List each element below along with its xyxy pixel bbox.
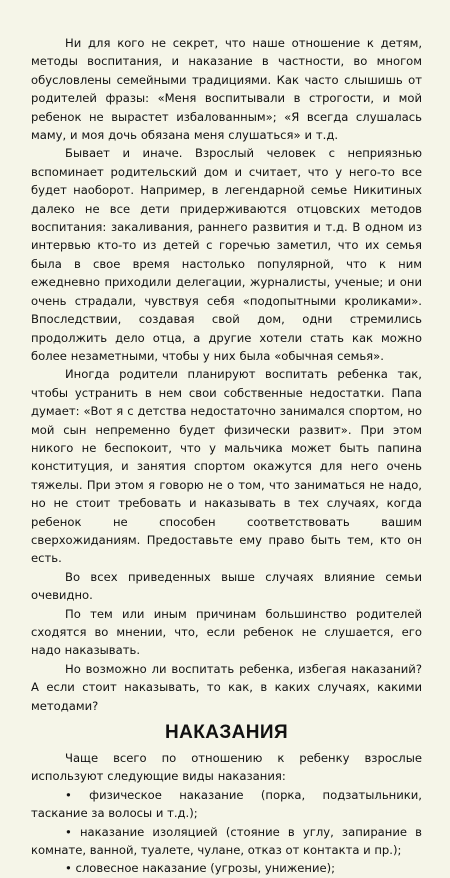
paragraph-question: Но возможно ли воспитать ребенка, избегая наказаний? А если стоит наказывать, то как, в каких случаях, какими методами? — [31, 661, 422, 713]
paragraph-own-shortcomings: Иногда родители планируют воспитать ребенка так, чтобы устранить в нем свои собственные недостатки. Папа думает: «Вот я с детства недостаточно занимался спортом, но мой сын непременно будет физически развит». При этом никого не беспокоит, что у мальчика может быть папина конституция, и занятия спортом окажутся для него очень тяжелы. При этом я говорю не о том, что заниматься не надо, но не стоит требовать и наказывать в тех случаях, когда ребенок не способен соответствовать вашим сверхожиданиям. Предоставьте ему право быть тем, кто он есть. — [31, 367, 422, 566]
list-item-physical: • физическое наказание (порка, подзатыльники, таскание за волосы и т.д.); — [31, 787, 422, 821]
paragraph-family-influence: Во всех приведенных выше случаях влияние семьи очевидно. — [31, 569, 422, 603]
paragraph-family-traditions: Ни для кого не секрет, что наше отношение к детям, методы воспитания, и наказание в частности, во многом обусловлены семейными традициями. Как часто слышишь от родителей фразы: «Меня воспитывали в строгости, и мой ребенок не вырастет избалованным»; «Я всегда слушалась маму, и моя дочь обязана меня слушаться» и т.д. — [31, 36, 422, 143]
paragraph-opposite-case: Бывает и иначе. Взрослый человек с неприязнью вспоминает родительский дом и считает, что у него-то все будет наоборот. Например, в легендарной семье Никитиных далеко не все дети придерживаются отцовских методов воспитания: закаливания, раннего развития и т.д. В одном из интервью кто-то из детей с горечью заметил, что их семья была в свое время настолько популярной, что к ним ежедневно приходили делегации, журналисты, ученые; и они очень страдали, чувствуя себя «подопытными кроликами». Впоследствии, создавая свой дом, одни стремились продолжить дело отца, а другие хотели стать как можно более незаметными, чтобы у них была «обычная семья». — [31, 146, 422, 363]
paragraph-parents-opinion: По тем или иным причинам большинство родителей сходятся во мнении, что, если ребенок не слушается, его надо наказывать. — [31, 606, 422, 658]
punishment-types-list — [31, 786, 422, 878]
section-intro: Чаще всего по отношению к ребенку взрослые используют следующие виды наказания: — [31, 751, 422, 784]
list-item-isolation: • наказание изоляцией (стояние в углу, запирание в комнате, ванной, туалете, чулане, отказ от контакта и пр.); — [31, 824, 422, 858]
section-heading: НАКАЗАНИЯ — [164, 722, 289, 744]
list-item-verbal: • словесное наказание (угрозы, унижение); — [65, 861, 336, 876]
